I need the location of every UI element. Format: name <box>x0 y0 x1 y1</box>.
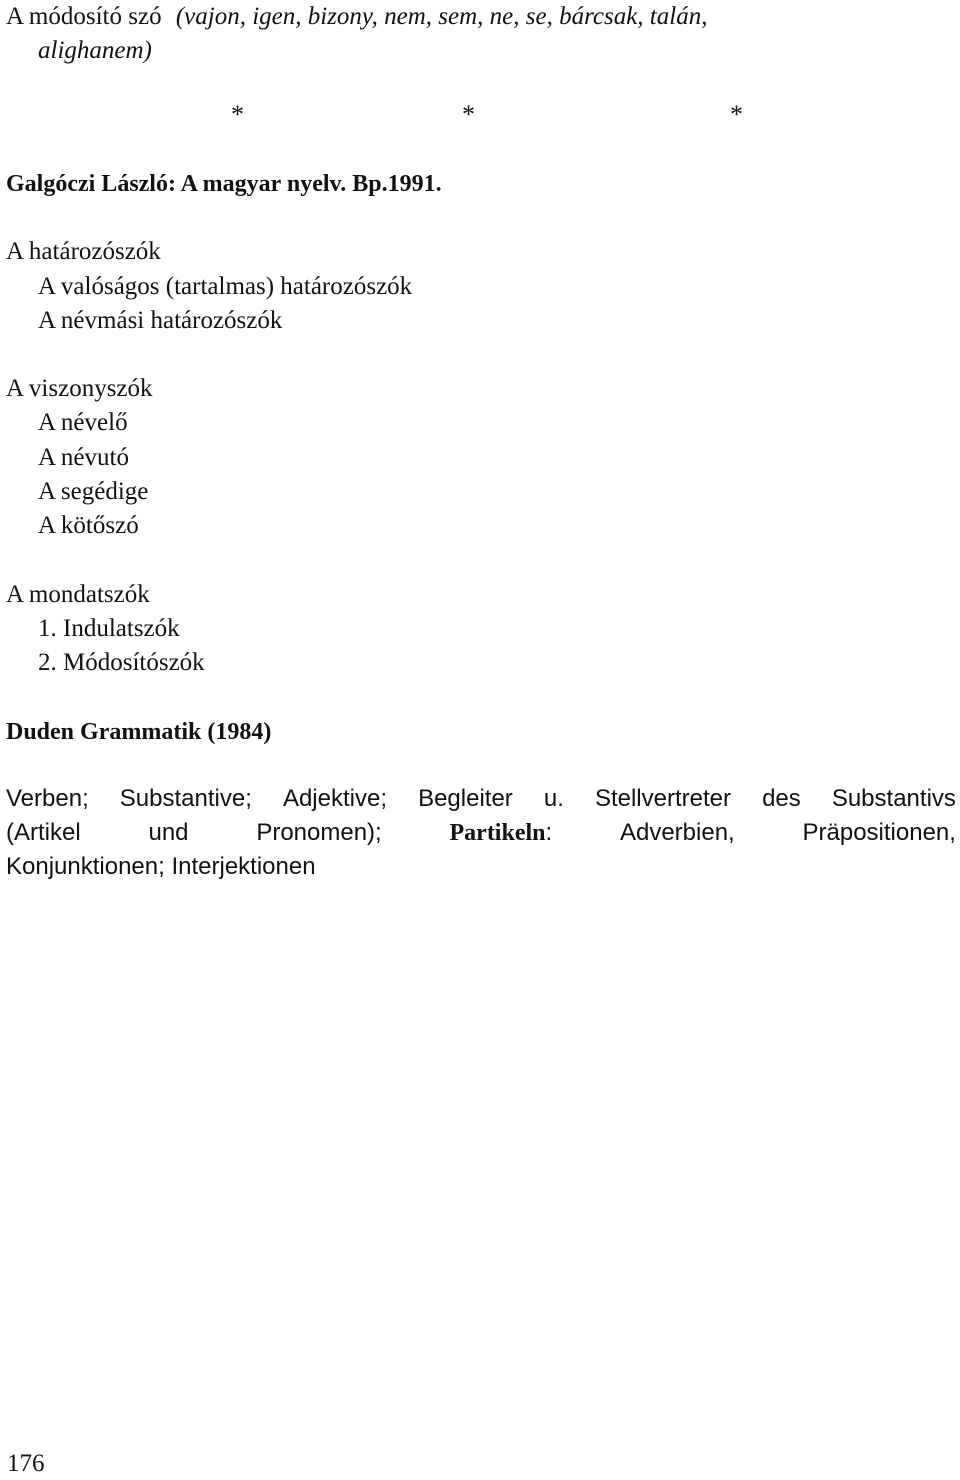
duden-word: (Artikel <box>6 819 81 846</box>
viszonyszok-title: A viszonyszók <box>6 375 153 402</box>
duden-paragraph-line-2 <box>6 818 956 848</box>
duden-word: Substantive; <box>119 785 252 812</box>
duden-word: Stellvertreter <box>594 785 731 812</box>
galgoczi-heading: Galgóczi László: A magyar nyelv. Bp.1991. <box>6 171 442 197</box>
modosito-szo-line-1 <box>6 2 707 32</box>
hatarozoszok-title: A határozószók <box>6 238 161 265</box>
viszonyszok-item: A névelő <box>38 409 128 436</box>
duden-paragraph-line-1 <box>6 784 956 814</box>
modosito-szo-line-2: alighanem) <box>38 37 152 64</box>
hatarozoszok-item: A valóságos (tartalmas) határozószók <box>38 273 413 300</box>
duden-word: u. <box>543 785 564 812</box>
mondatszok-title: A mondatszók <box>6 581 150 608</box>
duden-word: Begleiter <box>418 785 513 812</box>
mondatszok-item: 1. Indulatszók <box>38 615 180 642</box>
partikeln-label: Partikeln <box>449 820 546 846</box>
duden-paragraph-line-3: Konjunktionen; Interjektionen <box>6 853 316 880</box>
separator-star-3: * <box>730 100 743 129</box>
separator-star-1: * <box>231 100 244 129</box>
duden-word: Präpositionen, <box>802 819 956 846</box>
page-number: 176 <box>7 1450 45 1477</box>
viszonyszok-item: A segédige <box>38 478 149 505</box>
modosito-szo-label: A módosító szó <box>6 3 162 30</box>
duden-word: Substantivs <box>831 785 956 812</box>
mondatszok-item: 2. Módosítószók <box>38 649 205 676</box>
duden-word: und <box>148 819 189 846</box>
partikeln-group <box>450 818 553 848</box>
duden-word: Verben; <box>6 785 89 812</box>
duden-word: Adverbien, <box>619 819 735 846</box>
duden-heading: Duden Grammatik (1984) <box>6 719 272 745</box>
viszonyszok-item: A névutó <box>38 444 129 471</box>
modosito-szo-examples: (vajon, igen, bizony, nem, sem, ne, se, bárcsak, talán, <box>175 3 708 30</box>
separator-star-2: * <box>462 100 475 129</box>
partikeln-colon: : <box>545 819 553 846</box>
duden-word: Adjektive; <box>282 785 388 812</box>
hatarozoszok-item: A névmási határozószók <box>38 307 283 334</box>
viszonyszok-item: A kötőszó <box>38 512 139 539</box>
duden-word: des <box>762 785 801 812</box>
duden-word: Pronomen); <box>256 819 382 846</box>
